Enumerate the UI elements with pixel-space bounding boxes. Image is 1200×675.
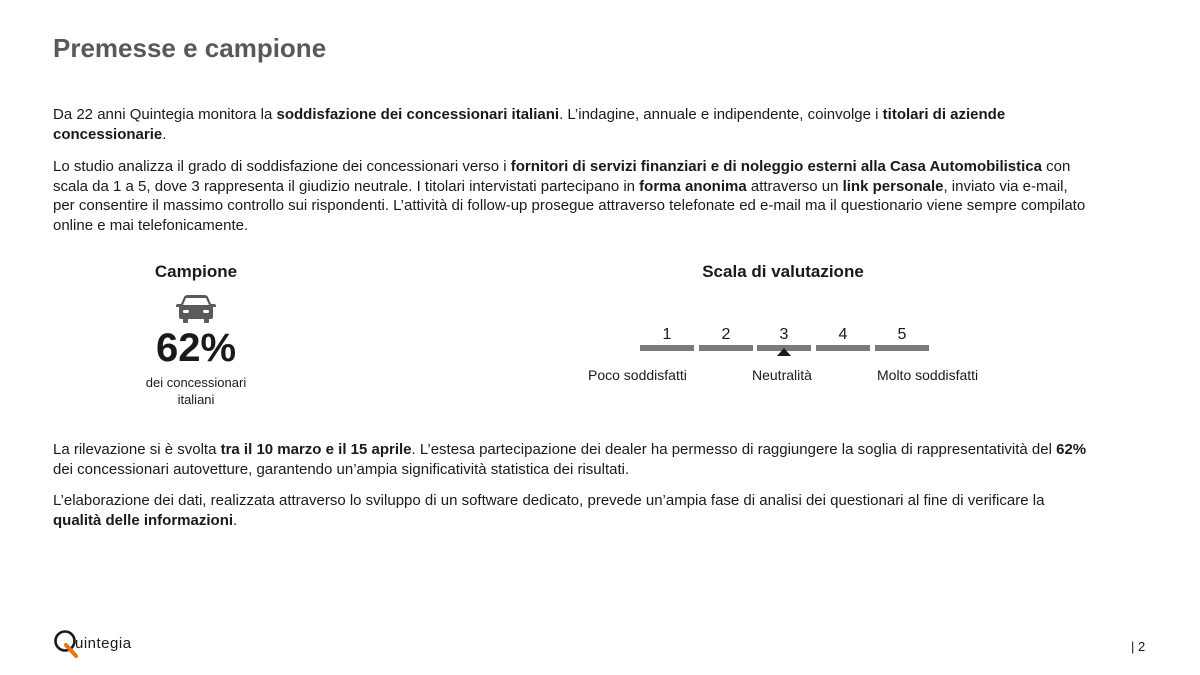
scale-step-2-bar <box>699 345 753 351</box>
campione-panel <box>116 262 276 408</box>
quintegia-logo <box>53 628 132 658</box>
scale-step-3-label: 3 <box>779 326 789 343</box>
scale-step-4-label: 4 <box>838 326 848 343</box>
data-processing-paragraph <box>53 491 1093 530</box>
neutral-marker-icon <box>777 348 791 356</box>
text-run: Da 22 anni Quintegia monitora la <box>53 106 277 123</box>
text-run: dei concessionari autovetture, garantendo un’ampia significatività statistica dei risultati. <box>53 460 630 478</box>
intro-paragraph <box>53 105 1093 144</box>
text-run: L’elaborazione dei dati, realizzata attraverso lo sviluppo di un software dedicato, prevede un’ampia fase di analisi dei questionari al fine di verificare la <box>53 492 1045 509</box>
scale-step-5-bar <box>875 345 929 351</box>
bold-run: fornitori di servizi finanziari e di noleggio esterni alla Casa Automobilistica <box>510 158 1042 175</box>
scale-label-mid: Neutralità <box>752 367 812 383</box>
text-run: attraverso un <box>746 177 843 195</box>
scale-step-1-label: 1 <box>662 326 672 343</box>
text-run: . <box>233 511 238 529</box>
sample-label: dei concessionari italiani <box>145 375 247 407</box>
bold-run: forma anonima <box>639 177 747 195</box>
scale-label-low: Poco soddisfatti <box>588 367 687 383</box>
campione-heading: Campione <box>154 262 238 281</box>
bold-run: tra il 10 marzo e il 15 aprile <box>220 441 412 458</box>
page-title: Premesse e campione <box>53 33 327 63</box>
text-run: . <box>162 125 167 143</box>
text-run: Lo studio analizza il grado di soddisfazione dei concessionari verso i <box>53 158 511 175</box>
bold-run: titolari di aziende concessionarie <box>53 106 1006 143</box>
scale-step-2-label: 2 <box>721 326 731 343</box>
bold-run: soddisfazione dei concessionari italiani <box>276 106 560 123</box>
bold-run: 62% <box>1056 441 1087 458</box>
scale-step-1-bar <box>640 345 694 351</box>
study-paragraph <box>53 157 1093 235</box>
survey-period-paragraph <box>53 440 1093 479</box>
scale-step-5-label: 5 <box>897 326 907 343</box>
scale-step-4-bar <box>816 345 870 351</box>
text-run: . L’indagine, annuale e indipendente, coinvolge i <box>559 106 883 123</box>
text-run: con scala da 1 a 5, dove 3 rappresenta il giudizio neutrale. I titolari intervistati partecipano in <box>53 158 1071 195</box>
logo-text: uintegia <box>75 634 132 652</box>
text-run: , inviato via e-mail, per consentire il massimo controllo sui rispondenti. L’attività di follow-up prosegue attraverso telefonate ed e-mail ma il questionario viene sempre compilato online e mai telefonicamente. <box>53 177 1086 234</box>
car-icon <box>175 294 217 324</box>
scale-label-high: Molto soddisfatti <box>877 367 979 383</box>
bold-run: qualità delle informazioni <box>53 511 234 529</box>
sample-percentage: 62% <box>155 326 237 370</box>
text-run: La rilevazione si è svolta <box>53 441 221 458</box>
bold-run: link personale <box>842 177 944 195</box>
page-number: | 2 <box>1131 639 1146 654</box>
scala-heading: Scala di valutazione <box>702 262 864 281</box>
text-run: . L’estesa partecipazione dei dealer ha permesso di raggiungere la soglia di rappresentatività del <box>411 441 1057 458</box>
